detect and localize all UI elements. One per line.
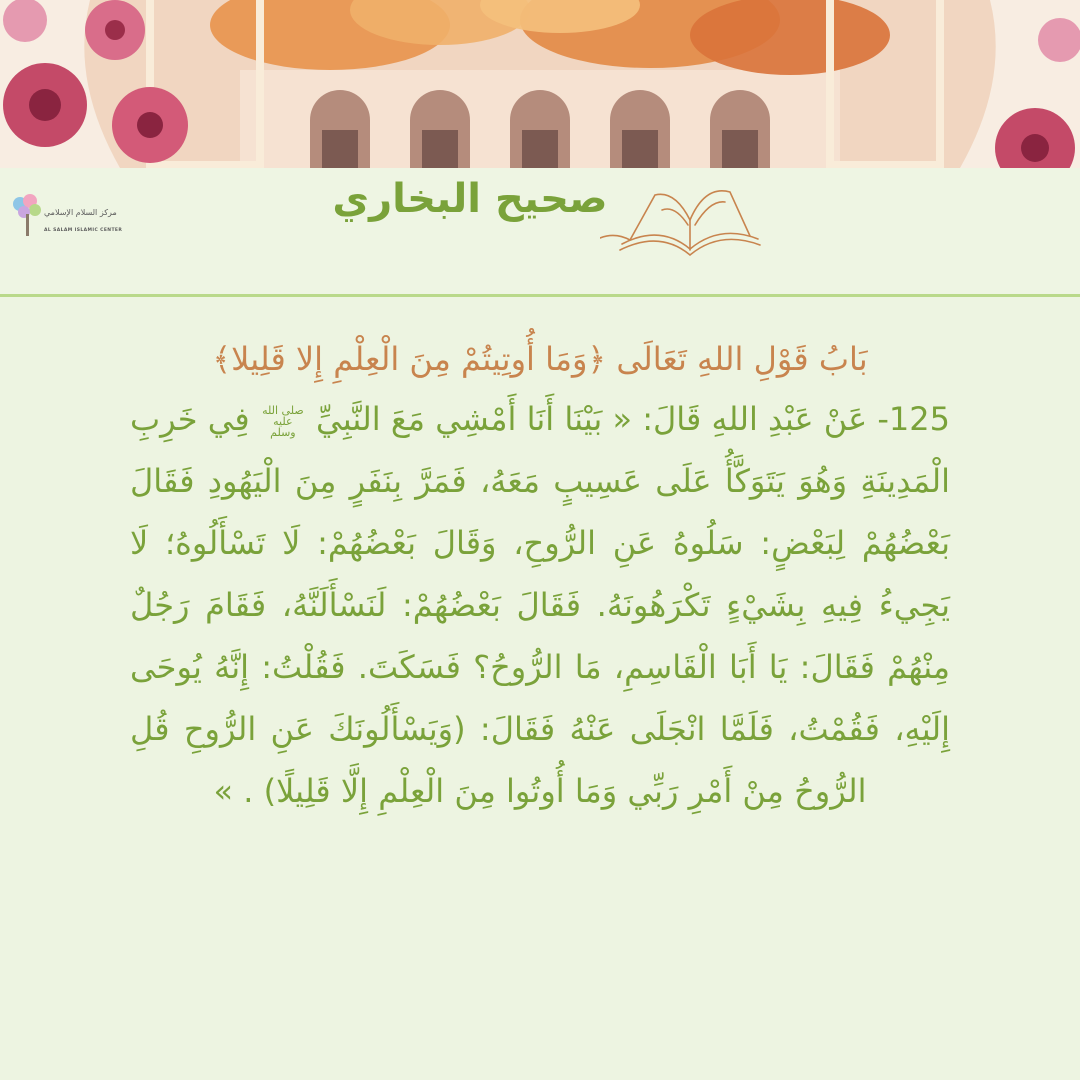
autumn-library-illustration (0, 0, 1080, 168)
center-logo (10, 192, 110, 242)
divider (0, 294, 1080, 297)
hadith-content (130, 330, 950, 822)
hadith-opening: 125- عَنْ عَبْدِ اللهِ قَالَ: « بَيْنَا أَنَا أَمْشِي مَعَ النَّبِيِّ (316, 400, 950, 438)
open-book-icon (600, 180, 770, 270)
header-illustration (0, 0, 1080, 168)
hadith-text (130, 388, 950, 822)
tree-logo-icon (10, 192, 44, 242)
book-title: صحيح البخاري (332, 176, 608, 222)
logo-name-arabic: مركز السلام الإسلامي (44, 208, 117, 217)
hadith-body: فِي خَرِبِ الْمَدِينَةِ وَهُوَ يَتَوَكَّأُ عَلَى عَسِيبٍ مَعَهُ، فَمَرَّ بِنَفَرٍ مِنَ الْيَهُودِ فَقَالَ بَعْضُهُمْ لِبَعْضٍ: سَلُوهُ عَنِ الرُّوحِ، وَقَالَ بَعْضُهُمْ: لَا تَسْأَلُوهُ؛ لَا يَجِيءُ فِيهِ بِشَيْءٍ تَكْرَهُونَهُ. فَقَالَ بَعْضُهُمْ: لَنَسْأَلَنَّهُ، فَقَامَ رَجُلٌ مِنْهُمْ فَقَالَ: يَا أَبَا الْقَاسِمِ، مَا الرُّوحُ؟ فَسَكَتَ. فَقُلْتُ: إِنَّهُ يُوحَى إِلَيْهِ، فَقُمْتُ، فَلَمَّا انْجَلَى عَنْهُ فَقَالَ: (وَيَسْأَلُونَكَ عَنِ الرُّوحِ قُلِ الرُّوحُ مِنْ أَمْرِ رَبِّي وَمَا أُوتُوا مِنَ الْعِلْمِ إِلَّا قَلِيلًا) . » (130, 400, 950, 810)
pbuh-salutation: صلى الله عليه وسلم (262, 403, 304, 439)
logo-name-english: AL SALAM ISLAMIC CENTER (44, 228, 123, 233)
chapter-heading: بَابُ قَوْلِ اللهِ تَعَالَى ﴿وَمَا أُوتِيتُمْ مِنَ الْعِلْمِ إِلا قَلِيلا﴾ (212, 340, 868, 378)
